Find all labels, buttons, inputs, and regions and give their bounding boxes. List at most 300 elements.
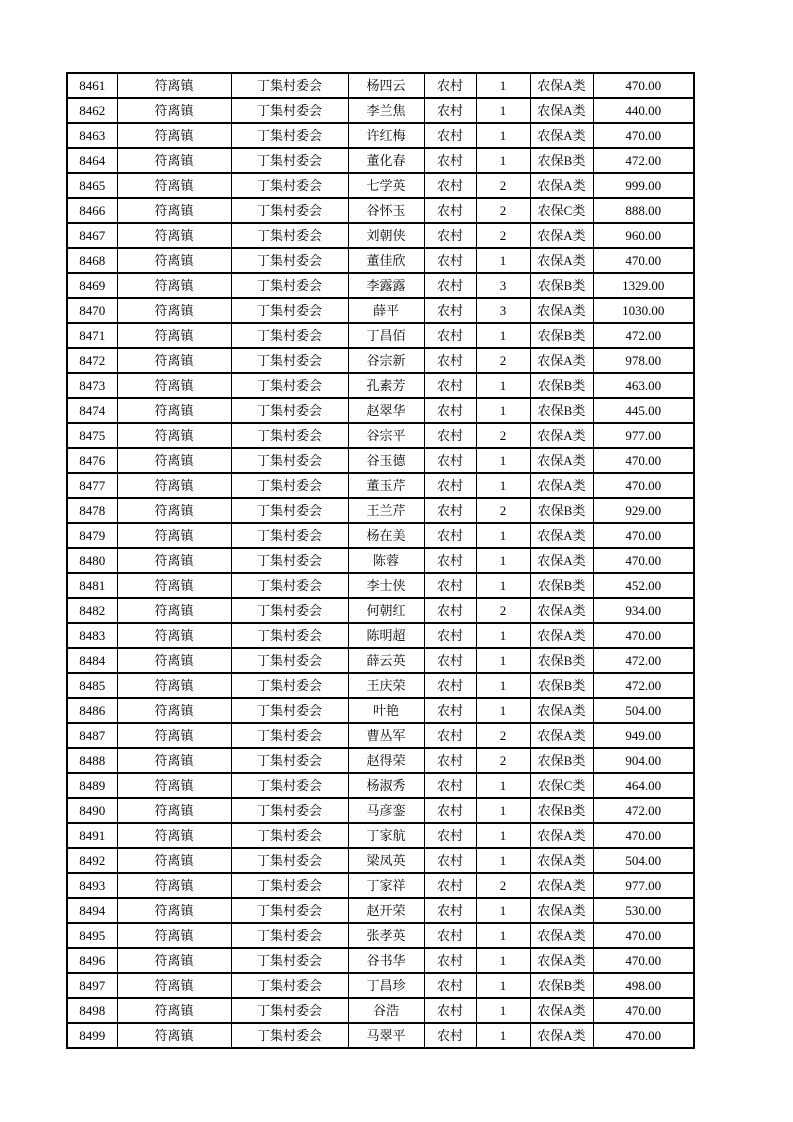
cell-town: 符离镇 (117, 473, 231, 498)
cell-record-id: 8493 (67, 873, 117, 898)
cell-insurance-type: 农保A类 (530, 448, 593, 473)
cell-insurance-type: 农保A类 (530, 473, 593, 498)
table-row (67, 348, 694, 373)
cell-record-id: 8477 (67, 473, 117, 498)
cell-village-committee: 丁集村委会 (231, 898, 348, 923)
cell-person-count: 1 (476, 73, 530, 98)
cell-town: 符离镇 (117, 798, 231, 823)
cell-town: 符离镇 (117, 673, 231, 698)
cell-person-name: 孔素芳 (348, 373, 424, 398)
cell-village-committee: 丁集村委会 (231, 998, 348, 1023)
cell-category: 农村 (424, 723, 476, 748)
cell-person-name: 谷书华 (348, 948, 424, 973)
cell-person-count: 1 (476, 1023, 530, 1048)
table-row (67, 1023, 694, 1048)
cell-amount: 472.00 (593, 798, 694, 823)
cell-person-count: 1 (476, 848, 530, 873)
cell-person-name: 丁家航 (348, 823, 424, 848)
table-row (67, 673, 694, 698)
cell-town: 符离镇 (117, 773, 231, 798)
table-row (67, 148, 694, 173)
table-row (67, 273, 694, 298)
cell-person-count: 1 (476, 673, 530, 698)
cell-town: 符离镇 (117, 848, 231, 873)
cell-town: 符离镇 (117, 273, 231, 298)
cell-record-id: 8474 (67, 398, 117, 423)
cell-person-name: 董化春 (348, 148, 424, 173)
cell-person-count: 1 (476, 248, 530, 273)
cell-village-committee: 丁集村委会 (231, 873, 348, 898)
cell-village-committee: 丁集村委会 (231, 273, 348, 298)
cell-village-committee: 丁集村委会 (231, 248, 348, 273)
cell-village-committee: 丁集村委会 (231, 73, 348, 98)
cell-town: 符离镇 (117, 248, 231, 273)
cell-town: 符离镇 (117, 648, 231, 673)
cell-person-count: 1 (476, 998, 530, 1023)
cell-insurance-type: 农保A类 (530, 923, 593, 948)
cell-amount: 470.00 (593, 623, 694, 648)
cell-village-committee: 丁集村委会 (231, 798, 348, 823)
cell-record-id: 8490 (67, 798, 117, 823)
cell-person-count: 1 (476, 623, 530, 648)
cell-category: 农村 (424, 523, 476, 548)
cell-record-id: 8494 (67, 898, 117, 923)
cell-amount: 472.00 (593, 673, 694, 698)
cell-category: 农村 (424, 998, 476, 1023)
cell-person-count: 2 (476, 748, 530, 773)
cell-person-count: 1 (476, 948, 530, 973)
cell-category: 农村 (424, 548, 476, 573)
table-row (67, 498, 694, 523)
cell-record-id: 8499 (67, 1023, 117, 1048)
cell-insurance-type: 农保B类 (530, 973, 593, 998)
cell-record-id: 8487 (67, 723, 117, 748)
table-row (67, 98, 694, 123)
cell-village-committee: 丁集村委会 (231, 298, 348, 323)
cell-town: 符离镇 (117, 148, 231, 173)
cell-amount: 440.00 (593, 98, 694, 123)
cell-record-id: 8475 (67, 423, 117, 448)
cell-village-committee: 丁集村委会 (231, 323, 348, 348)
cell-town: 符离镇 (117, 523, 231, 548)
table-row (67, 648, 694, 673)
cell-person-count: 1 (476, 373, 530, 398)
cell-person-name: 赵翠华 (348, 398, 424, 423)
cell-category: 农村 (424, 623, 476, 648)
cell-category: 农村 (424, 948, 476, 973)
cell-person-name: 薛平 (348, 298, 424, 323)
cell-category: 农村 (424, 823, 476, 848)
cell-town: 符离镇 (117, 73, 231, 98)
cell-town: 符离镇 (117, 98, 231, 123)
cell-insurance-type: 农保A类 (530, 548, 593, 573)
cell-record-id: 8480 (67, 548, 117, 573)
cell-category: 农村 (424, 298, 476, 323)
cell-insurance-type: 农保A类 (530, 98, 593, 123)
cell-person-name: 丁昌佰 (348, 323, 424, 348)
cell-insurance-type: 农保A类 (530, 823, 593, 848)
cell-town: 符离镇 (117, 298, 231, 323)
cell-amount: 1030.00 (593, 298, 694, 323)
cell-insurance-type: 农保A类 (530, 598, 593, 623)
cell-village-committee: 丁集村委会 (231, 373, 348, 398)
cell-town: 符离镇 (117, 948, 231, 973)
cell-amount: 464.00 (593, 773, 694, 798)
cell-category: 农村 (424, 198, 476, 223)
cell-village-committee: 丁集村委会 (231, 398, 348, 423)
cell-town: 符离镇 (117, 123, 231, 148)
cell-amount: 934.00 (593, 598, 694, 623)
cell-village-committee: 丁集村委会 (231, 98, 348, 123)
cell-village-committee: 丁集村委会 (231, 848, 348, 873)
cell-person-name: 曹丛军 (348, 723, 424, 748)
cell-amount: 888.00 (593, 198, 694, 223)
cell-person-name: 李露露 (348, 273, 424, 298)
table-row (67, 448, 694, 473)
cell-amount: 470.00 (593, 73, 694, 98)
cell-person-count: 1 (476, 548, 530, 573)
table-row (67, 198, 694, 223)
cell-village-committee: 丁集村委会 (231, 698, 348, 723)
cell-person-name: 谷浩 (348, 998, 424, 1023)
cell-village-committee: 丁集村委会 (231, 473, 348, 498)
cell-category: 农村 (424, 173, 476, 198)
cell-person-name: 何朝红 (348, 598, 424, 623)
table-row (67, 948, 694, 973)
cell-village-committee: 丁集村委会 (231, 223, 348, 248)
cell-insurance-type: 农保C类 (530, 198, 593, 223)
cell-village-committee: 丁集村委会 (231, 173, 348, 198)
table-row (67, 298, 694, 323)
cell-amount: 929.00 (593, 498, 694, 523)
cell-record-id: 8495 (67, 923, 117, 948)
cell-category: 农村 (424, 698, 476, 723)
cell-person-name: 许红梅 (348, 123, 424, 148)
cell-insurance-type: 农保B类 (530, 573, 593, 598)
table-row (67, 923, 694, 948)
cell-amount: 470.00 (593, 823, 694, 848)
cell-person-name: 丁家祥 (348, 873, 424, 898)
cell-town: 符离镇 (117, 598, 231, 623)
cell-insurance-type: 农保A类 (530, 1023, 593, 1048)
cell-village-committee: 丁集村委会 (231, 148, 348, 173)
cell-person-count: 3 (476, 298, 530, 323)
cell-record-id: 8472 (67, 348, 117, 373)
cell-town: 符离镇 (117, 548, 231, 573)
cell-category: 农村 (424, 898, 476, 923)
cell-person-name: 王庆荣 (348, 673, 424, 698)
cell-record-id: 8498 (67, 998, 117, 1023)
cell-record-id: 8466 (67, 198, 117, 223)
cell-person-count: 2 (476, 198, 530, 223)
table-row (67, 798, 694, 823)
cell-town: 符离镇 (117, 423, 231, 448)
cell-village-committee: 丁集村委会 (231, 198, 348, 223)
cell-village-committee: 丁集村委会 (231, 348, 348, 373)
table-row (67, 873, 694, 898)
cell-person-count: 2 (476, 423, 530, 448)
cell-category: 农村 (424, 598, 476, 623)
cell-village-committee: 丁集村委会 (231, 773, 348, 798)
cell-insurance-type: 农保B类 (530, 673, 593, 698)
cell-person-count: 1 (476, 698, 530, 723)
cell-amount: 463.00 (593, 373, 694, 398)
table-row (67, 598, 694, 623)
table-row (67, 898, 694, 923)
cell-town: 符离镇 (117, 973, 231, 998)
cell-amount: 530.00 (593, 898, 694, 923)
cell-category: 农村 (424, 273, 476, 298)
cell-record-id: 8496 (67, 948, 117, 973)
cell-village-committee: 丁集村委会 (231, 623, 348, 648)
cell-category: 农村 (424, 98, 476, 123)
cell-person-count: 1 (476, 573, 530, 598)
cell-amount: 504.00 (593, 698, 694, 723)
table-row (67, 73, 694, 98)
cell-record-id: 8481 (67, 573, 117, 598)
cell-insurance-type: 农保A类 (530, 298, 593, 323)
cell-person-name: 谷玉德 (348, 448, 424, 473)
cell-record-id: 8485 (67, 673, 117, 698)
cell-record-id: 8464 (67, 148, 117, 173)
cell-insurance-type: 农保B类 (530, 798, 593, 823)
cell-person-count: 1 (476, 523, 530, 548)
cell-record-id: 8489 (67, 773, 117, 798)
cell-record-id: 8469 (67, 273, 117, 298)
cell-insurance-type: 农保A类 (530, 998, 593, 1023)
cell-person-name: 王兰芹 (348, 498, 424, 523)
cell-record-id: 8479 (67, 523, 117, 548)
cell-person-count: 1 (476, 473, 530, 498)
cell-category: 农村 (424, 573, 476, 598)
cell-insurance-type: 农保B类 (530, 748, 593, 773)
table-row (67, 173, 694, 198)
cell-person-name: 杨淑秀 (348, 773, 424, 798)
cell-village-committee: 丁集村委会 (231, 823, 348, 848)
cell-category: 农村 (424, 973, 476, 998)
cell-insurance-type: 农保A类 (530, 73, 593, 98)
cell-person-count: 1 (476, 123, 530, 148)
cell-amount: 949.00 (593, 723, 694, 748)
cell-amount: 470.00 (593, 1023, 694, 1048)
cell-town: 符离镇 (117, 173, 231, 198)
cell-category: 农村 (424, 498, 476, 523)
table-row (67, 548, 694, 573)
cell-person-count: 1 (476, 923, 530, 948)
cell-person-name: 张孝英 (348, 923, 424, 948)
cell-category: 农村 (424, 873, 476, 898)
cell-insurance-type: 农保A类 (530, 348, 593, 373)
cell-person-name: 谷宗新 (348, 348, 424, 373)
cell-person-count: 1 (476, 398, 530, 423)
cell-town: 符离镇 (117, 348, 231, 373)
cell-record-id: 8473 (67, 373, 117, 398)
table-row (67, 698, 694, 723)
cell-insurance-type: 农保B类 (530, 323, 593, 348)
cell-person-count: 1 (476, 798, 530, 823)
cell-person-count: 1 (476, 898, 530, 923)
cell-person-count: 2 (476, 223, 530, 248)
cell-category: 农村 (424, 448, 476, 473)
cell-person-name: 薛云英 (348, 648, 424, 673)
table-row (67, 473, 694, 498)
cell-town: 符离镇 (117, 198, 231, 223)
cell-amount: 470.00 (593, 948, 694, 973)
cell-category: 农村 (424, 648, 476, 673)
cell-record-id: 8465 (67, 173, 117, 198)
cell-person-count: 2 (476, 598, 530, 623)
cell-village-committee: 丁集村委会 (231, 498, 348, 523)
cell-person-name: 丁昌珍 (348, 973, 424, 998)
cell-record-id: 8461 (67, 73, 117, 98)
table-row (67, 998, 694, 1023)
cell-record-id: 8463 (67, 123, 117, 148)
cell-amount: 472.00 (593, 148, 694, 173)
cell-person-name: 马翠平 (348, 1023, 424, 1048)
cell-person-count: 1 (476, 773, 530, 798)
cell-town: 符离镇 (117, 748, 231, 773)
cell-village-committee: 丁集村委会 (231, 423, 348, 448)
cell-insurance-type: 农保B类 (530, 648, 593, 673)
cell-category: 农村 (424, 748, 476, 773)
cell-amount: 472.00 (593, 323, 694, 348)
cell-amount: 978.00 (593, 348, 694, 373)
table-body (67, 73, 694, 1048)
cell-insurance-type: 农保A类 (530, 723, 593, 748)
table-row (67, 773, 694, 798)
cell-person-name: 刘朝侠 (348, 223, 424, 248)
cell-record-id: 8491 (67, 823, 117, 848)
table-row (67, 973, 694, 998)
table-row (67, 248, 694, 273)
cell-person-count: 1 (476, 648, 530, 673)
cell-record-id: 8492 (67, 848, 117, 873)
cell-record-id: 8482 (67, 598, 117, 623)
cell-insurance-type: 农保B类 (530, 148, 593, 173)
cell-village-committee: 丁集村委会 (231, 673, 348, 698)
cell-person-name: 陈明超 (348, 623, 424, 648)
cell-insurance-type: 农保A类 (530, 123, 593, 148)
cell-amount: 470.00 (593, 248, 694, 273)
cell-insurance-type: 农保B类 (530, 398, 593, 423)
cell-insurance-type: 农保B类 (530, 373, 593, 398)
cell-amount: 999.00 (593, 173, 694, 198)
payment-table (66, 72, 695, 1049)
cell-amount: 977.00 (593, 873, 694, 898)
cell-village-committee: 丁集村委会 (231, 748, 348, 773)
cell-category: 农村 (424, 673, 476, 698)
cell-village-committee: 丁集村委会 (231, 548, 348, 573)
cell-town: 符离镇 (117, 498, 231, 523)
cell-amount: 498.00 (593, 973, 694, 998)
cell-amount: 470.00 (593, 123, 694, 148)
cell-amount: 960.00 (593, 223, 694, 248)
cell-category: 农村 (424, 798, 476, 823)
cell-record-id: 8467 (67, 223, 117, 248)
cell-person-name: 杨在美 (348, 523, 424, 548)
cell-insurance-type: 农保A类 (530, 248, 593, 273)
cell-town: 符离镇 (117, 923, 231, 948)
table-row (67, 423, 694, 448)
cell-village-committee: 丁集村委会 (231, 523, 348, 548)
cell-person-count: 1 (476, 98, 530, 123)
cell-person-name: 董玉芹 (348, 473, 424, 498)
cell-category: 农村 (424, 423, 476, 448)
cell-person-count: 1 (476, 448, 530, 473)
cell-person-name: 谷宗平 (348, 423, 424, 448)
cell-village-committee: 丁集村委会 (231, 973, 348, 998)
cell-insurance-type: 农保A类 (530, 873, 593, 898)
cell-category: 农村 (424, 398, 476, 423)
cell-person-name: 陈蓉 (348, 548, 424, 573)
cell-amount: 470.00 (593, 448, 694, 473)
cell-category: 农村 (424, 923, 476, 948)
cell-amount: 504.00 (593, 848, 694, 873)
cell-record-id: 8476 (67, 448, 117, 473)
table-row (67, 523, 694, 548)
cell-insurance-type: 农保A类 (530, 848, 593, 873)
table-row (67, 323, 694, 348)
cell-amount: 470.00 (593, 548, 694, 573)
cell-insurance-type: 农保A类 (530, 523, 593, 548)
table-row (67, 398, 694, 423)
table-row (67, 223, 694, 248)
table-row (67, 823, 694, 848)
cell-record-id: 8488 (67, 748, 117, 773)
table-row (67, 373, 694, 398)
cell-amount: 470.00 (593, 998, 694, 1023)
cell-person-count: 2 (476, 348, 530, 373)
table-row (67, 748, 694, 773)
cell-person-name: 赵开荣 (348, 898, 424, 923)
cell-category: 农村 (424, 848, 476, 873)
cell-person-count: 1 (476, 323, 530, 348)
cell-village-committee: 丁集村委会 (231, 948, 348, 973)
cell-insurance-type: 农保A类 (530, 223, 593, 248)
cell-town: 符离镇 (117, 898, 231, 923)
table-row (67, 723, 694, 748)
table-row (67, 848, 694, 873)
cell-category: 农村 (424, 148, 476, 173)
cell-amount: 470.00 (593, 523, 694, 548)
cell-person-name: 赵得荣 (348, 748, 424, 773)
cell-category: 农村 (424, 323, 476, 348)
cell-person-count: 1 (476, 148, 530, 173)
cell-town: 符离镇 (117, 223, 231, 248)
cell-category: 农村 (424, 473, 476, 498)
cell-record-id: 8484 (67, 648, 117, 673)
cell-amount: 452.00 (593, 573, 694, 598)
cell-person-count: 2 (476, 723, 530, 748)
cell-town: 符离镇 (117, 1023, 231, 1048)
cell-town: 符离镇 (117, 873, 231, 898)
cell-amount: 470.00 (593, 923, 694, 948)
cell-village-committee: 丁集村委会 (231, 723, 348, 748)
cell-record-id: 8486 (67, 698, 117, 723)
cell-person-name: 李士侠 (348, 573, 424, 598)
cell-insurance-type: 农保C类 (530, 773, 593, 798)
cell-person-count: 2 (476, 498, 530, 523)
cell-record-id: 8470 (67, 298, 117, 323)
cell-insurance-type: 农保B类 (530, 498, 593, 523)
cell-amount: 1329.00 (593, 273, 694, 298)
cell-insurance-type: 农保A类 (530, 173, 593, 198)
cell-category: 农村 (424, 1023, 476, 1048)
cell-town: 符离镇 (117, 573, 231, 598)
cell-town: 符离镇 (117, 373, 231, 398)
cell-insurance-type: 农保A类 (530, 898, 593, 923)
cell-person-name: 杨四云 (348, 73, 424, 98)
